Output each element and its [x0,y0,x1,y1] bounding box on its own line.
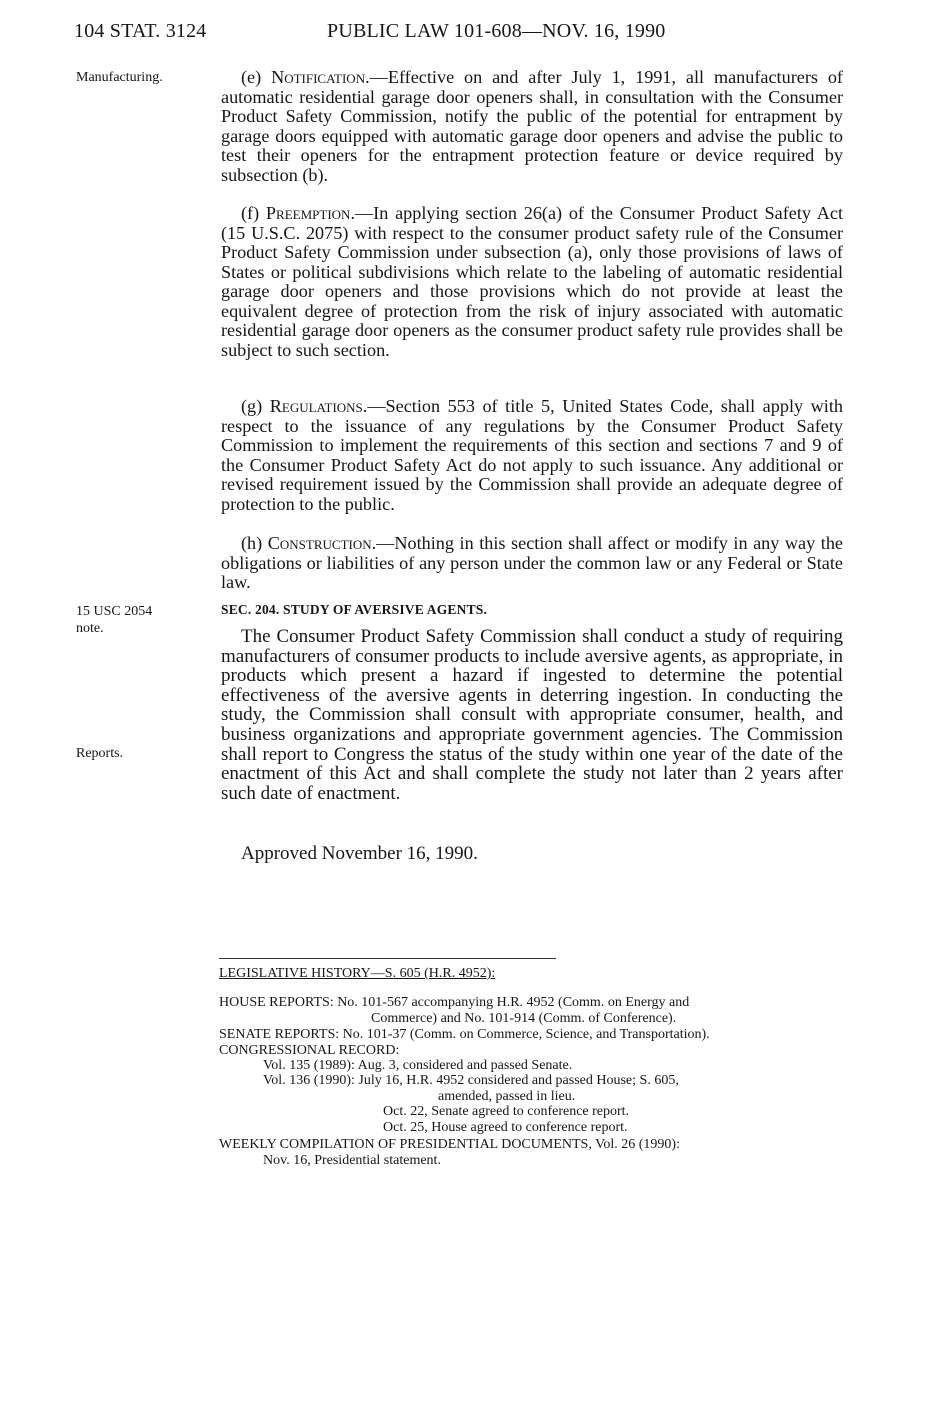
subsection-g-heading: Regulations [269,396,363,416]
subsection-g-label: (g) [241,396,270,416]
congressional-record-oct22: Oct. 22, Senate agreed to conference report. [383,1104,630,1119]
congressional-record-vol136: Vol. 136 (1990): July 16, H.R. 4952 considered and passed House; S. 605, [263,1073,679,1088]
divider-rule [219,958,556,959]
subsection-e-label: (e) [241,67,272,87]
legislative-history-title: LEGISLATIVE HISTORY—S. 605 (H.R. 4952): [219,966,496,981]
margin-note-usc [76,603,152,637]
house-reports-line1 [219,995,843,1011]
approval-date: Approved November 16, 1990. [241,843,478,864]
subsection-h-text: .—Nothing in this section shall affect or modify in any way the obligations or liabilities of any person under the common law or any Federal or State law. [221,533,843,592]
subsection-h [221,534,843,593]
section-204-body: The Consumer Product Safety Commission shall conduct a study of requiring manufacturers of consumer products to include aversive agents, as appropriate, in products which present a hazard if ingested to determine the potential effectiveness of the aversive agents in deterring ingestion. In conducting the study, the Commission shall consult with appropriate consumer, health, and business organizations and appropriate government agencies. The Commission shall report to Congress the status of the study within one year of the date of the enactment of this Act and shall complete the study not later than 2 years after such date of enactment. [221,626,843,804]
section-204-heading: SEC. 204. STUDY OF AVERSIVE AGENTS. [221,602,488,617]
weekly-compilation-label: WEEKLY COMPILATION OF PRESIDENTIAL DOCUMENTS, Vol. 26 (1990): [219,1137,680,1152]
subsection-e-heading: Notification [271,67,366,87]
subsection-g [221,397,843,514]
congressional-record-vol135: Vol. 135 (1989): Aug. 3, considered and passed Senate. [263,1058,573,1073]
house-reports-text: No. 101-567 accompanying H.R. 4952 (Comm. on Energy and [337,995,690,1010]
subsection-f [221,204,843,360]
subsection-g-text: .—Section 553 of title 5, United States Code, shall apply with respect to the issuance of any regulations by the Consumer Product Safety Commission to implement the requirements of this section and sections 7 and 9 of the Consumer Product Safety Act do not apply to such issuance. Any additional or revised requirement issued by the Commission shall provide an adequate degree of protection to the public. [221,396,843,514]
margin-note-manufacturing: Manufacturing. [76,70,163,85]
page-title: PUBLIC LAW 101-608—NOV. 16, 1990 [327,20,666,42]
subsection-e-text: .—Effective on and after July 1, 1991, all manufacturers of automatic residential garage door openers shall, in consultation with the Consumer Product Safety Commission, notify the public of the potential for entrapment by garage doors equipped with automatic garage door openers and advise the public to test their openers for the entrapment protection feature or device required by subsection (b). [221,67,843,185]
congressional-record-vol136-cont: amended, passed in lieu. [438,1089,576,1104]
house-reports [219,995,843,1026]
senate-reports: SENATE REPORTS: No. 101-37 (Comm. on Commerce, Science, and Transportation). [219,1027,710,1042]
subsection-e [221,68,843,185]
congressional-record-oct25: Oct. 25, House agreed to conference report. [383,1120,628,1135]
house-reports-line2: Commerce) and No. 101-914 (Comm. of Conference). [371,1010,677,1026]
subsection-h-label: (h) [241,533,268,553]
subsection-f-text: .—In applying section 26(a) of the Consumer Product Safety Act (15 U.S.C. 2075) with respect to the consumer product safety rule of the Consumer Product Safety Commission under subsection (a), only those provisions of laws of States or political subdivisions which relate to the labeling of automatic residential garage door openers and those provisions which do not provide at least the equivalent degree of protection from the risk of injury associated with automatic residential garage door openers as the consumer product safety rule provides shall be subject to such section. [221,203,844,360]
weekly-compilation-entry: Nov. 16, Presidential statement. [263,1153,441,1168]
margin-note-usc-line1: 15 USC 2054 [76,604,153,619]
house-reports-label: HOUSE REPORTS: [219,995,334,1010]
subsection-h-heading: Construction [267,533,372,553]
subsection-f-label: (f) [241,203,266,223]
margin-note-reports: Reports. [76,746,124,761]
page-stat-citation: 104 STAT. 3124 [74,20,207,42]
congressional-record-label: CONGRESSIONAL RECORD: [219,1043,400,1058]
margin-note-usc-line2: note. [76,621,104,636]
subsection-f-heading: Preemption [265,203,351,223]
